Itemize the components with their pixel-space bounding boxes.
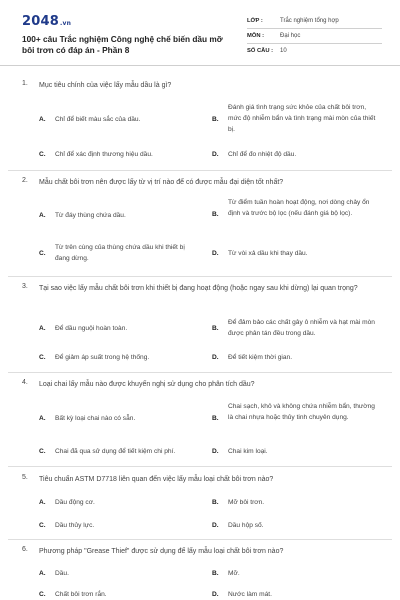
option-text: Nước làm mát. bbox=[228, 591, 272, 598]
option-text: Chai đã qua sử dụng để tiết kiệm chi phí. bbox=[55, 448, 176, 455]
option-letter: B. bbox=[212, 570, 219, 577]
option-text: Từ vòi xả dầu khi thay dầu. bbox=[228, 250, 308, 257]
option-letter: A. bbox=[39, 212, 46, 219]
meta-key: LỚP : bbox=[247, 18, 263, 24]
question-text: Tại sao việc lấy mẫu chất bôi trơn khi thiết bị đang hoạt động (hoặc ngay sau khi dừng) lại quan trọng? bbox=[39, 285, 358, 292]
option-letter: B. bbox=[212, 325, 219, 332]
option-letter: A. bbox=[39, 499, 46, 506]
option-text: Để tiết kiệm thời gian. bbox=[228, 354, 293, 361]
document-header bbox=[22, 14, 382, 76]
option-text: Để dầu nguội hoàn toàn. bbox=[55, 325, 128, 332]
option-letter: B. bbox=[212, 211, 219, 218]
header-divider bbox=[0, 65, 400, 66]
meta-value: Trắc nghiệm tổng hợp bbox=[280, 18, 339, 24]
option-letter: C. bbox=[39, 250, 46, 257]
option-text: Mỡ bôi trơn. bbox=[228, 499, 265, 506]
question-text: Phương pháp "Grease Thief" được sử dụng để lấy mẫu loại chất bôi trơn nào? bbox=[39, 548, 284, 555]
question-number: 4. bbox=[22, 379, 28, 386]
question-6 bbox=[22, 546, 382, 600]
meta-value: Đại học bbox=[280, 33, 301, 39]
question-2 bbox=[22, 177, 382, 273]
option-text: Chỉ để đo nhiệt độ dầu. bbox=[228, 151, 297, 158]
option-letter: D. bbox=[212, 151, 219, 158]
question-divider bbox=[8, 372, 392, 373]
option-text: Để đảm bảo các chất gây ô nhiễm và hạt mài mòn được phân tán đều trong dầu. bbox=[228, 319, 375, 337]
question-divider bbox=[8, 276, 392, 277]
logo-suffix: .vn bbox=[59, 20, 72, 27]
option-letter: C. bbox=[39, 151, 46, 158]
site-logo[interactable] bbox=[22, 14, 71, 29]
option-text: Từ đáy thùng chứa dầu. bbox=[55, 212, 126, 219]
question-number: 1. bbox=[22, 80, 28, 87]
option-letter: B. bbox=[212, 499, 219, 506]
question-text: Loại chai lấy mẫu nào được khuyến nghị sử dụng cho phân tích dầu? bbox=[39, 381, 255, 388]
question-divider bbox=[8, 170, 392, 171]
option-text: Dầu thủy lực. bbox=[55, 522, 95, 529]
question-text: Mẫu chất bôi trơn nên được lấy từ vị trí nào để có được mẫu đại diện tốt nhất? bbox=[39, 179, 284, 186]
meta-key: MÔN : bbox=[247, 33, 265, 39]
option-letter: A. bbox=[39, 415, 46, 422]
question-number: 2. bbox=[22, 177, 28, 184]
meta-value: 10 bbox=[280, 48, 287, 54]
option-text: Từ điểm tuần hoàn hoạt động, nơi dòng chảy ổn định và trước bộ lọc (nếu đánh giá bộ lọc). bbox=[228, 199, 370, 217]
option-text: Chai sạch, khô và không chứa nhiễm bẩn, thường là chai nhựa hoặc thủy tinh chuyên dụng. bbox=[228, 403, 375, 421]
option-text: Chất bôi trơn rắn. bbox=[55, 591, 107, 598]
option-letter: A. bbox=[39, 325, 46, 332]
option-text: Chỉ để xác định thương hiệu dầu. bbox=[55, 151, 153, 158]
logo-brand: 2048 bbox=[22, 14, 59, 29]
option-letter: D. bbox=[212, 354, 219, 361]
option-text: Từ trên cùng của thùng chứa dầu khi thiết bị đang dừng. bbox=[55, 244, 185, 262]
question-text: Mục tiêu chính của việc lấy mẫu dầu là gì? bbox=[39, 82, 172, 89]
option-letter: D. bbox=[212, 591, 219, 598]
document-title: 100+ câu Trắc nghiệm Công nghệ chế biến dầu mỡ bôi trơn có đáp án - Phần 8 bbox=[22, 34, 223, 55]
option-text: Dầu. bbox=[55, 570, 69, 577]
option-letter: B. bbox=[212, 415, 219, 422]
option-text: Đánh giá tình trạng sức khỏe của chất bôi trơn, mức độ nhiễm bẩn và tình trạng mài mòn của thiết bị. bbox=[228, 104, 376, 133]
option-letter: C. bbox=[39, 448, 46, 455]
option-letter: C. bbox=[39, 354, 46, 361]
option-letter: B. bbox=[212, 116, 219, 123]
option-text: Để giảm áp suất trong hệ thống. bbox=[55, 354, 150, 361]
option-text: Dầu động cơ. bbox=[55, 499, 95, 506]
meta-row-count bbox=[247, 44, 382, 58]
question-divider bbox=[8, 539, 392, 540]
option-text: Chai kim loại. bbox=[228, 448, 268, 455]
option-text: Chỉ để biết màu sắc của dầu. bbox=[55, 116, 141, 123]
option-letter: D. bbox=[212, 250, 219, 257]
question-number: 3. bbox=[22, 283, 28, 290]
meta-row-class bbox=[247, 14, 382, 29]
question-divider bbox=[8, 466, 392, 467]
question-text: Tiêu chuẩn ASTM D7718 liên quan đến việc lấy mẫu loại chất bôi trơn nào? bbox=[39, 476, 274, 483]
meta-row-subject bbox=[247, 29, 382, 44]
question-4 bbox=[22, 379, 382, 469]
question-5 bbox=[22, 474, 382, 536]
question-number: 6. bbox=[22, 546, 28, 553]
option-text: Bất kỳ loại chai nào có sẵn. bbox=[55, 415, 136, 422]
option-letter: D. bbox=[212, 522, 219, 529]
meta-key: SỐ CÂU : bbox=[247, 48, 274, 54]
option-text: Dầu hộp số. bbox=[228, 522, 264, 529]
meta-table bbox=[247, 14, 382, 58]
question-1 bbox=[22, 80, 382, 170]
question-3 bbox=[22, 283, 382, 373]
option-letter: C. bbox=[39, 522, 46, 529]
question-number: 5. bbox=[22, 474, 28, 481]
option-text: Mỡ. bbox=[228, 570, 240, 577]
option-letter: A. bbox=[39, 570, 46, 577]
option-letter: C. bbox=[39, 591, 46, 598]
option-letter: D. bbox=[212, 448, 219, 455]
option-letter: A. bbox=[39, 116, 46, 123]
